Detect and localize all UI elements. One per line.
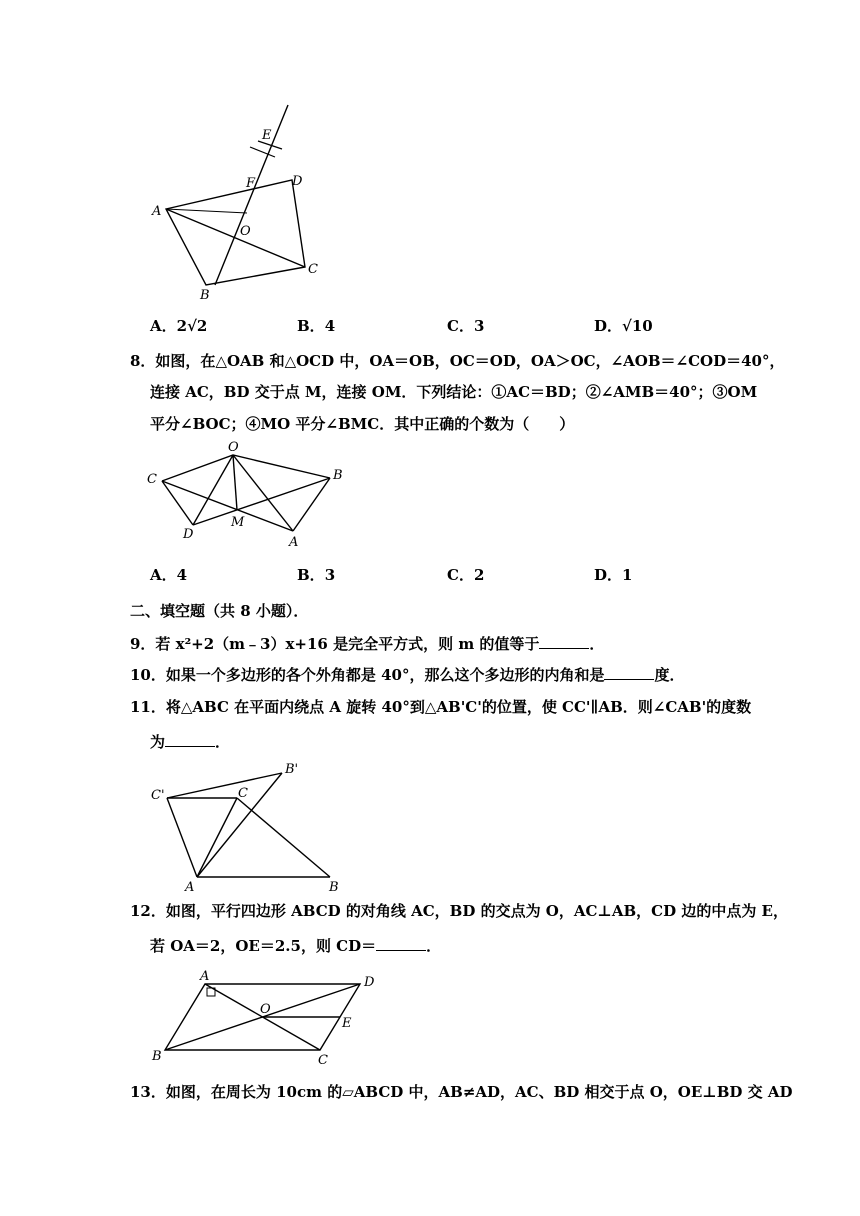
option-letter: B． xyxy=(297,317,325,335)
q12-label-A: A xyxy=(200,969,210,984)
option-value: √10 xyxy=(622,317,653,335)
q12-label-E: E xyxy=(342,1016,352,1031)
answer-blank xyxy=(376,936,426,951)
q11-text: 为 xyxy=(150,733,166,751)
answer-blank xyxy=(539,634,589,649)
q10-text: 10．如果一个多边形的各个外角都是 40°，那么这个多边形的内角和是 xyxy=(130,666,605,684)
q11-figure xyxy=(145,755,355,895)
q11-line-1: 11．将△ABC 在平面内绕点 A 旋转 40°到△AB'C'的位置，使 CC'∥AB．则∠CAB'的度数 xyxy=(130,698,752,716)
q8-label-M: M xyxy=(231,515,245,530)
option-value: 3 xyxy=(473,317,485,335)
q8-line-2: 连接 AC，BD 交于点 M，连接 OM．下列结论：①AC＝BD；②∠AMB＝40°；③OM xyxy=(150,383,758,401)
q12-line-1: 12．如图，平行四边形 ABCD 的对角线 AC，BD 的交点为 O，AC⊥AB，CD 边的中点为 E， xyxy=(130,902,788,920)
answer-blank xyxy=(604,665,654,680)
q11-end: ． xyxy=(215,733,231,751)
q7-label-D: D xyxy=(292,174,303,189)
q11-label-C: C xyxy=(238,786,248,801)
option-letter: B． xyxy=(297,566,325,584)
q8-option-a xyxy=(150,564,187,585)
option-value: 3 xyxy=(324,566,336,584)
q9-text: 9．若 x²+2（m﹣3）x+16 是完全平方式，则 m 的值等于 xyxy=(130,635,540,653)
q8-label-D: D xyxy=(183,527,194,542)
q7-label-F: F xyxy=(246,176,256,191)
q12-label-C: C xyxy=(318,1053,328,1068)
q8-option-b xyxy=(297,564,335,585)
q13-line-1: 13．如图，在周长为 10cm 的▱ABCD 中，AB≠AD，AC、BD 相交于点 O，OE⊥BD 交 AD xyxy=(130,1083,793,1101)
q7-option-b xyxy=(297,315,335,336)
q8-figure xyxy=(145,440,355,555)
option-letter: A． xyxy=(150,566,177,584)
option-letter: D． xyxy=(594,566,623,584)
q7-label-C: C xyxy=(308,262,318,277)
section-heading: 二、填空题（共 8 小题）． xyxy=(130,602,309,620)
q10 xyxy=(130,665,685,684)
q8-label-A: A xyxy=(289,535,299,550)
option-value: 2 xyxy=(473,566,485,584)
q11-label-Cprime: C' xyxy=(151,788,165,803)
q11-label-A: A xyxy=(185,880,195,895)
option-letter: A． xyxy=(150,317,177,335)
option-letter: D． xyxy=(594,317,623,335)
option-value: 4 xyxy=(324,317,336,335)
q12-end: ． xyxy=(426,937,442,955)
q9 xyxy=(130,634,604,653)
answer-blank xyxy=(165,732,215,747)
option-letter: C． xyxy=(447,317,474,335)
q8-line-3: 平分∠BOC；④MO 平分∠BMC．其中正确的个数为（ ） xyxy=(150,415,575,433)
option-value: 1 xyxy=(622,566,633,584)
q11-label-B: B xyxy=(329,880,339,895)
q11-line-2 xyxy=(150,732,230,751)
q12-line-2 xyxy=(150,936,441,955)
q7-label-A: A xyxy=(152,204,162,219)
q8-label-C: C xyxy=(147,472,157,487)
option-letter: C． xyxy=(447,566,474,584)
q7-label-B: B xyxy=(200,288,210,303)
option-value: 4 xyxy=(176,566,188,584)
q12-figure xyxy=(145,969,385,1068)
q7-option-c xyxy=(447,315,484,336)
q12-text: 若 OA＝2，OE＝2.5，则 CD＝ xyxy=(150,937,377,955)
q8-line-1: 8．如图，在△OAB 和△OCD 中，OA＝OB，OC＝OD，OA＞OC，∠AOB＝∠COD＝40°， xyxy=(130,352,785,370)
q11-label-Bprime: B' xyxy=(285,762,299,777)
q8-option-d xyxy=(594,564,632,585)
q7-option-a xyxy=(150,315,207,336)
q8-option-c xyxy=(447,564,484,585)
q7-figure xyxy=(140,105,350,305)
q12-label-B: B xyxy=(152,1049,162,1064)
q10-end: 度． xyxy=(654,666,685,684)
q9-end: ． xyxy=(589,635,605,653)
q8-label-O: O xyxy=(228,440,239,455)
q7-label-E: E xyxy=(262,128,272,143)
q7-label-O: O xyxy=(240,224,251,239)
q8-label-B: B xyxy=(333,468,343,483)
q12-label-O: O xyxy=(260,1002,271,1017)
option-value: 2√2 xyxy=(176,317,208,335)
q12-label-D: D xyxy=(364,975,375,990)
q7-option-d xyxy=(594,315,653,336)
